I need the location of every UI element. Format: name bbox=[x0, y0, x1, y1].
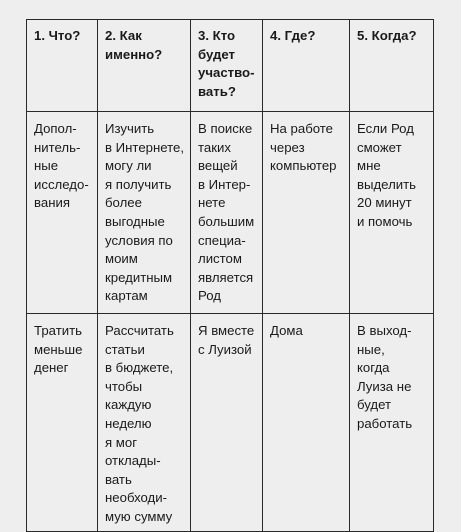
plan-table bbox=[26, 19, 434, 532]
header-who: 3. Кто будет участво- вать? bbox=[191, 20, 263, 112]
header-how: 2. Как именно? bbox=[98, 20, 191, 112]
table-cell: Рассчитать статьи в бюджете, чтобы каждую неделю я мог отклады- вать необходи- мую сумму bbox=[98, 314, 191, 532]
table-cell: Тратить меньше денег bbox=[27, 314, 98, 532]
header-when: 5. Когда? bbox=[350, 20, 434, 112]
header-row bbox=[27, 20, 434, 112]
table-cell: Дома bbox=[263, 314, 350, 532]
table-cell: В выход- ные, когда Луиза не будет работать bbox=[350, 314, 434, 532]
header-where: 4. Где? bbox=[263, 20, 350, 112]
table-cell: В поиске таких вещей в Интер- нете большим специа- листом является Род bbox=[191, 112, 263, 314]
table-cell: Допол- нитель- ные исследо- вания bbox=[27, 112, 98, 314]
table-cell: Если Род сможет мне выделить 20 минут и помочь bbox=[350, 112, 434, 314]
table-row bbox=[27, 314, 434, 532]
table-row bbox=[27, 112, 434, 314]
table-cell: Изучить в Интернете, могу ли я получить более выгодные условия по моим кредитным картам bbox=[98, 112, 191, 314]
header-what: 1. Что? bbox=[27, 20, 98, 112]
table-cell: Я вместе с Луизой bbox=[191, 314, 263, 532]
table-cell: На работе через компьютер bbox=[263, 112, 350, 314]
plan-table-container bbox=[26, 19, 433, 524]
